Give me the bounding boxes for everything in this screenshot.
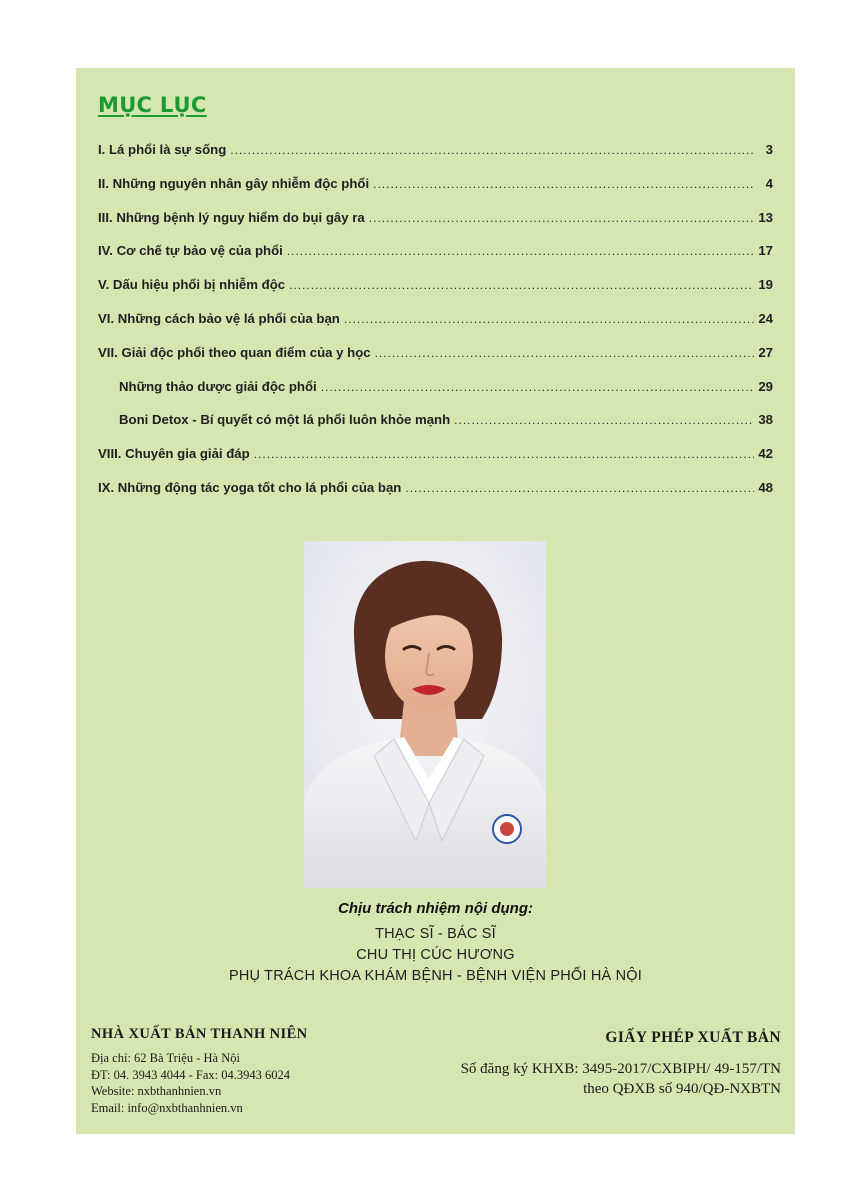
dot-leader <box>454 413 754 427</box>
doctor-portrait-photo <box>304 541 546 888</box>
book-page <box>76 68 795 1134</box>
toc-subentry[interactable] <box>98 379 773 413</box>
dot-leader <box>373 177 755 191</box>
toc-entry[interactable] <box>98 142 773 176</box>
toc-entry-page: 29 <box>758 378 773 394</box>
toc-entry-label: V. Dấu hiệu phổi bị nhiễm độc <box>98 277 286 293</box>
responsible-name: CHU THỊ CÚC HƯƠNG <box>356 947 515 963</box>
toc-entry-page: 4 <box>765 175 773 191</box>
toc-entry[interactable] <box>98 446 773 480</box>
toc-entry[interactable] <box>98 345 773 379</box>
table-of-contents <box>98 142 773 514</box>
toc-entry[interactable] <box>98 277 773 311</box>
toc-entry-page: 19 <box>758 277 773 293</box>
toc-entry[interactable] <box>98 480 773 514</box>
toc-entry-label: III. Những bệnh lý nguy hiểm do bụi gây ra <box>98 209 365 225</box>
toc-entry[interactable] <box>98 311 773 345</box>
toc-entry-page: 17 <box>758 243 773 259</box>
responsible-heading: Chịu trách nhiệm nội dụng: <box>338 900 533 917</box>
toc-entry[interactable] <box>98 210 773 244</box>
dot-leader <box>405 481 754 495</box>
toc-entry-label: I. Lá phổi là sự sống <box>98 142 227 157</box>
toc-entry-label: IX. Những động tác yoga tốt cho lá phổi của bạn <box>98 479 402 495</box>
dot-leader <box>344 312 754 326</box>
toc-entry-page: 24 <box>758 310 773 326</box>
toc-entry-page: 42 <box>758 446 773 462</box>
toc-entry-label: VII. Giải độc phổi theo quan điểm của y học <box>98 344 371 360</box>
publisher-info <box>91 1026 308 1116</box>
responsible-position: PHỤ TRÁCH KHOA KHÁM BỆNH - BỆNH VIỆN PHỔI HÀ NỘI <box>229 968 642 984</box>
dot-leader <box>375 346 755 360</box>
toc-entry[interactable] <box>98 176 773 210</box>
license-decision: theo QĐXB số 940/QĐ-NXBTN <box>583 1081 781 1097</box>
dot-leader <box>321 380 755 394</box>
doctor-portrait-illustration <box>304 541 546 888</box>
license-title: GIẤY PHÉP XUẤT BẢN <box>605 1029 781 1046</box>
toc-entry-label: II. Những nguyên nhân gây nhiễm độc phổi <box>98 175 370 191</box>
dot-leader <box>287 244 755 258</box>
toc-entry-label: Những thảo dược giải độc phổi <box>119 378 317 394</box>
toc-entry-page: 13 <box>758 209 773 225</box>
publishing-license <box>461 1029 781 1099</box>
publisher-website: Website: nxbthanhnien.vn <box>91 1084 222 1098</box>
toc-entry-page: 27 <box>758 344 773 360</box>
license-registration: Số đăng ký KHXB: 3495-2017/CXBIPH/ 49-157/TN <box>460 1061 781 1077</box>
toc-entry[interactable] <box>98 243 773 277</box>
toc-entry-label: IV. Cơ chế tự bảo vệ của phổi <box>98 243 283 259</box>
toc-subentry[interactable] <box>98 412 773 446</box>
dot-leader <box>289 278 754 292</box>
dot-leader <box>254 447 755 461</box>
responsible-title: THẠC SĨ - BÁC SĨ <box>375 926 496 942</box>
toc-entry-page: 48 <box>758 479 773 495</box>
publisher-phone: ĐT: 04. 3943 4044 - Fax: 04.3943 6024 <box>91 1067 291 1082</box>
publisher-email: Email: info@nxbthanhnien.vn <box>91 1100 243 1115</box>
dot-leader <box>369 211 755 225</box>
toc-entry-page: 3 <box>765 142 773 157</box>
toc-entry-label: VIII. Chuyên gia giải đáp <box>98 446 250 462</box>
publisher-name: NHÀ XUẤT BẢN THANH NIÊN <box>91 1026 308 1042</box>
toc-title: MỤC LỤC <box>98 93 207 117</box>
publisher-address: Địa chỉ: 62 Bà Triệu - Hà Nội <box>91 1051 240 1065</box>
dot-leader <box>230 143 755 157</box>
toc-entry-label: Boni Detox - Bí quyết có một lá phổi luôn khỏe mạnh <box>119 412 451 428</box>
toc-entry-label: VI. Những cách bảo vệ lá phổi của bạn <box>98 310 340 326</box>
toc-entry-page: 38 <box>758 412 773 428</box>
